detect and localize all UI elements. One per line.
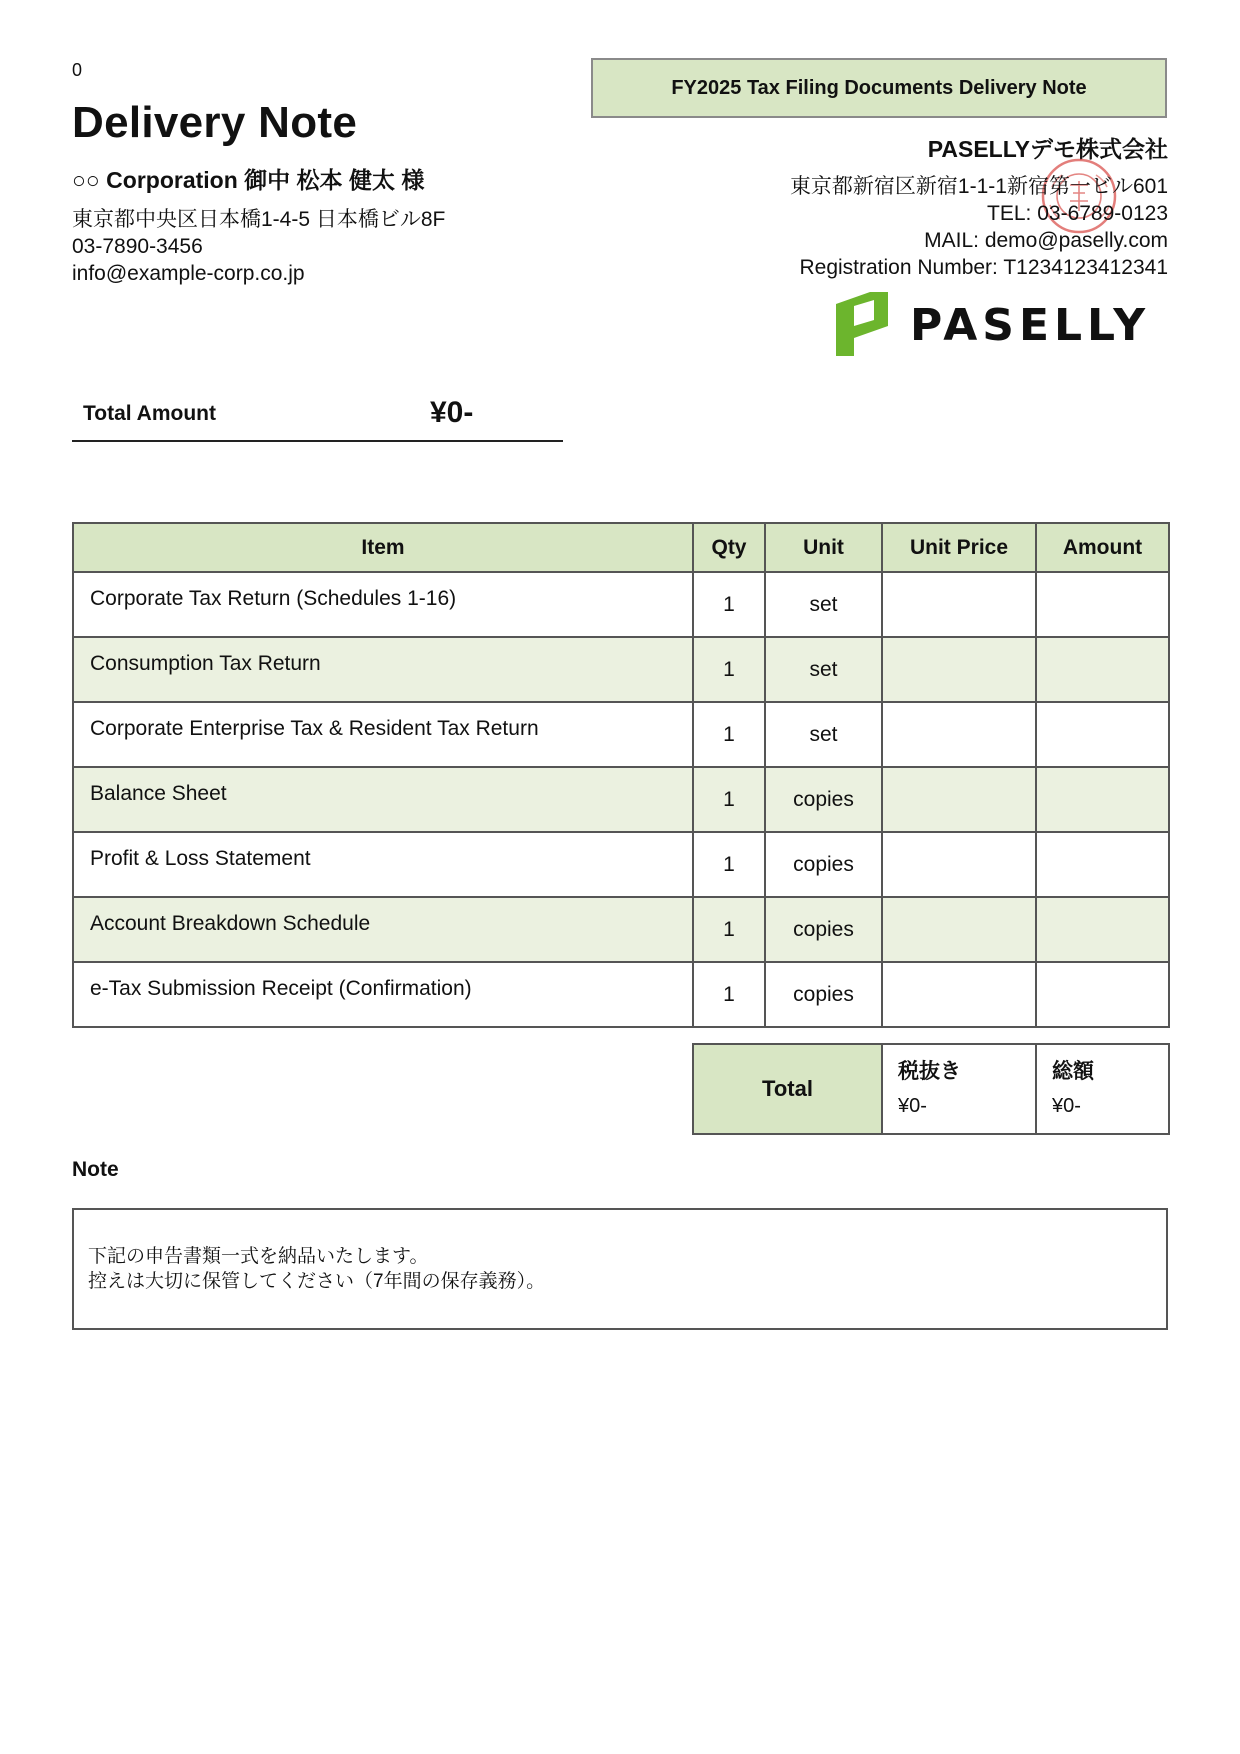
issuer-address: 東京都新宿区新宿1-1-1新宿第一ビル601 <box>789 175 1168 198</box>
header-unit: Unit <box>765 523 882 572</box>
cell-item: Corporate Tax Return (Schedules 1-16) <box>73 572 693 637</box>
subtotal-label: 税抜き <box>898 1060 961 1083</box>
recipient-address: 東京都中央区日本橋1-4-5 日本橋ビル8F <box>72 208 446 231</box>
table-row <box>73 572 1169 637</box>
cell-unit-price <box>882 962 1036 1027</box>
table-row <box>73 637 1169 702</box>
total-amount-value: ¥0- <box>430 396 474 429</box>
table-row <box>73 832 1169 897</box>
cell-unit-price <box>882 702 1036 767</box>
cell-unit: set <box>765 572 882 637</box>
note-heading: Note <box>72 1158 119 1181</box>
cell-item: Consumption Tax Return <box>73 637 693 702</box>
cell-amount <box>1036 702 1169 767</box>
cell-qty: 1 <box>693 832 765 897</box>
cell-unit-price <box>882 637 1036 702</box>
recipient-email: info@example-corp.co.jp <box>72 262 305 285</box>
items-table <box>72 522 1170 1028</box>
header-item: Item <box>73 523 693 572</box>
issuer-mail: MAIL: demo@paselly.com <box>924 229 1168 252</box>
cell-qty: 1 <box>693 962 765 1027</box>
subject-box <box>591 58 1167 118</box>
subtotal-cell <box>882 1044 1036 1134</box>
cell-unit: set <box>765 702 882 767</box>
cell-qty: 1 <box>693 767 765 832</box>
total-amount-box <box>72 396 563 442</box>
cell-amount <box>1036 897 1169 962</box>
document-number: 0 <box>72 60 83 80</box>
cell-amount <box>1036 572 1169 637</box>
paselly-logo-text: PASELLY <box>910 300 1151 351</box>
cell-item: e-Tax Submission Receipt (Confirmation) <box>73 962 693 1027</box>
cell-unit: set <box>765 637 882 702</box>
paselly-logo <box>836 292 1168 356</box>
cell-unit: copies <box>765 962 882 1027</box>
cell-unit: copies <box>765 832 882 897</box>
cell-qty: 1 <box>693 572 765 637</box>
table-header-row <box>73 523 1169 572</box>
grand-total-cell <box>1036 1044 1169 1134</box>
totals-row <box>693 1044 1169 1134</box>
cell-amount <box>1036 832 1169 897</box>
cell-qty: 1 <box>693 637 765 702</box>
cell-amount <box>1036 767 1169 832</box>
document-title: Delivery Note <box>72 98 358 147</box>
issuer-contact <box>790 173 1168 281</box>
cell-unit: copies <box>765 767 882 832</box>
note-box <box>72 1208 1168 1330</box>
recipient-contact <box>72 206 445 287</box>
totals-table <box>692 1043 1170 1135</box>
cell-item: Balance Sheet <box>73 767 693 832</box>
cell-item: Account Breakdown Schedule <box>73 897 693 962</box>
subtotal-value: ¥0- <box>898 1095 927 1117</box>
header-unit-price: Unit Price <box>882 523 1036 572</box>
cell-item: Corporate Enterprise Tax & Resident Tax Return <box>73 702 693 767</box>
table-row <box>73 897 1169 962</box>
cell-qty: 1 <box>693 897 765 962</box>
cell-item: Profit & Loss Statement <box>73 832 693 897</box>
subject-text: FY2025 Tax Filing Documents Delivery Note <box>671 76 1087 99</box>
header-amount: Amount <box>1036 523 1169 572</box>
table-row <box>73 702 1169 767</box>
total-amount-label: Total Amount <box>83 402 216 425</box>
recipient-phone: 03-7890-3456 <box>72 235 203 258</box>
cell-amount <box>1036 962 1169 1027</box>
cell-unit-price <box>882 832 1036 897</box>
cell-unit-price <box>882 897 1036 962</box>
cell-unit: copies <box>765 897 882 962</box>
totals-label: Total <box>693 1044 882 1134</box>
cell-amount <box>1036 637 1169 702</box>
issuer-registration-number: Registration Number: T1234123412341 <box>799 256 1168 279</box>
header-qty: Qty <box>693 523 765 572</box>
cell-qty: 1 <box>693 702 765 767</box>
cell-unit-price <box>882 572 1036 637</box>
table-row <box>73 962 1169 1027</box>
issuer-company-name: PASELLYデモ株式会社 <box>927 136 1168 162</box>
issuer-tel: TEL: 03-6789-0123 <box>987 202 1168 225</box>
grand-total-label: 総額 <box>1052 1060 1094 1083</box>
note-line: 下記の申告書類一式を納品いたします。 <box>88 1246 429 1267</box>
cell-unit-price <box>882 767 1036 832</box>
recipient-name: ○○ Corporation 御中 松本 健太 様 <box>72 167 425 193</box>
table-row <box>73 767 1169 832</box>
paselly-logo-icon <box>836 292 888 356</box>
note-line: 控えは大切に保管してください（7年間の保存義務）。 <box>88 1271 546 1292</box>
grand-total-value: ¥0- <box>1052 1095 1081 1117</box>
